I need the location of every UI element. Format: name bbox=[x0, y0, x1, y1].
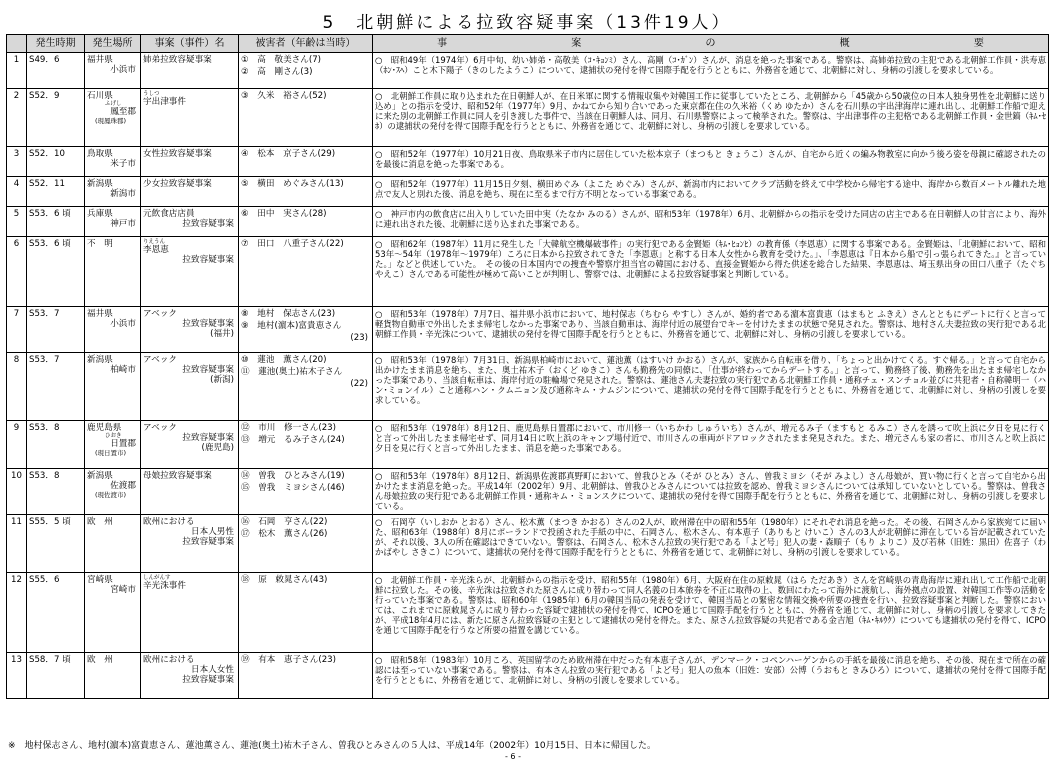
header-place: 発生場所 bbox=[85, 35, 141, 53]
place-city: 柏崎市 bbox=[110, 365, 136, 375]
case-summary: ○ 北朝鮮工作員に取り込まれた在日朝鮮人が、在日米軍に関する情報収集や対韓国工作に従事していたところ、北朝鮮から「45歳から50歳位の日本人独身男性を北朝鮮に送り込め」との指示を受け、昭和52年（1977年）9月、かねてから知り合いであった東京都在住の久米裕（くめ ゆたか）さんを石川県の宇出津海岸に連れ出し、北朝鮮工作船で迎えに来た別の北朝鮮工作員に同人を引き渡した事件で、当該在日朝鮮人は、同月、石川県警察によって検挙された。警察は、宇出津事件の主犯格である北朝鮮工作員・金世鎬（ｷﾑ･ｾﾎ）の逮捕状の発付を得て国際手配を行うとともに、外務省を通じて、北朝鮮に対し、身柄の引渡しを要求している。 bbox=[373, 89, 1049, 147]
row-number: 6 bbox=[7, 237, 27, 307]
occurrence-place bbox=[85, 207, 141, 237]
victim-name: ① 高 敬美さん(7) bbox=[241, 55, 322, 65]
place-note: (現佐渡市) bbox=[95, 491, 127, 499]
place-prefecture: 福井県 bbox=[87, 55, 113, 65]
case-summary: ○ 北朝鮮工作員・辛光洙らが、北朝鮮からの指示を受け、昭和55年（1980年）6月、大阪府在住の原敕晁（はら ただあき）さんを宮崎県の青島海岸に連れ出して工作船で北朝鮮に拉致した。その後、辛光洙は拉致された原さんに成り替わって同人名義の日本旅券を不正に取得の上、数回にわたって海外に渡航し、海外拠点の設置、対韓国工作等の活動を行っていた事案である。警察は、昭和60年（1985年）6月の韓国当局の発表を受けて、韓国当局との緊密な情報交換や所要の捜査を行い、拉致容疑事案と判断した。警察においては、これまでに原敕晁さんに成り替わった容疑で逮捕状の発付を得て、ICPOを通じて国際手配を行うとともに、外務省を通じて、北朝鮮に対し、身柄の引渡しを要求してきたが、平成18年4月には、新たに原さん拉致容疑の主犯として逮捕状の発付を得た。また、原さん拉致容疑の共犯者である金吉旭（ｷﾑ･ｷﾙｳｸ）についても逮捕状の発付を得て、ICPOを通じて国際手配を行うなど所要の措置を講じている。 bbox=[373, 573, 1049, 653]
row-number: 2 bbox=[7, 89, 27, 147]
case-name-line: 拉致容疑事案 bbox=[182, 219, 234, 229]
occurrence-date: S53．7 bbox=[27, 307, 85, 353]
place-prefecture: 新潟県 bbox=[87, 471, 113, 481]
case-name-line: 少女拉致容疑事案 bbox=[143, 179, 212, 189]
header-overview-char: の bbox=[705, 37, 716, 49]
place-city: 神戸市 bbox=[110, 219, 136, 229]
table-row bbox=[7, 237, 1049, 307]
header-case: 事案（事件）名 bbox=[141, 35, 239, 53]
occurrence-date: S55．5 頃 bbox=[27, 515, 85, 573]
header-overview bbox=[373, 35, 1049, 53]
case-name-line: アベック bbox=[143, 355, 178, 365]
occurrence-date: S55．6 bbox=[27, 573, 85, 653]
cases-table bbox=[6, 34, 1049, 699]
case-name-line: 拉致容疑事案 bbox=[182, 433, 234, 443]
victim-name: ⑤ 横田 めぐみさん(13) bbox=[241, 179, 344, 189]
case-name bbox=[141, 573, 239, 653]
occurrence-date: S53．8 bbox=[27, 469, 85, 515]
place-ruby: ひおき bbox=[105, 433, 122, 439]
victim-name: ⑰ 松木 薫さん(26) bbox=[241, 529, 328, 539]
victim-name: ③ 久米 裕さん(52) bbox=[241, 91, 327, 101]
table-row bbox=[7, 207, 1049, 237]
header-overview-char: 事 bbox=[437, 37, 448, 49]
case-name-line: 元飲食店店員 bbox=[143, 209, 195, 219]
victims bbox=[239, 353, 373, 421]
table-row bbox=[7, 353, 1049, 421]
occurrence-place bbox=[85, 237, 141, 307]
case-name-line: 欧州における bbox=[143, 655, 195, 665]
table-row bbox=[7, 53, 1049, 89]
row-number: 12 bbox=[7, 573, 27, 653]
table-row bbox=[7, 89, 1049, 147]
victim-name: ⑯ 石岡 亨さん(22) bbox=[241, 517, 328, 527]
table-row bbox=[7, 147, 1049, 177]
victims bbox=[239, 207, 373, 237]
row-number: 11 bbox=[7, 515, 27, 573]
case-name bbox=[141, 307, 239, 353]
case-summary: ○ 昭和49年（1974年）6月中旬、幼い姉弟・高敬美（ｺ･ｷｮﾝﾐ）さん、高剛（ｺ･ｶﾞﾝ）さんが、消息を絶った事案である。警察は、高姉弟拉致の主犯である北朝鮮工作員・洪寿恵（ﾎﾝ･ｽﾍ）こと木下陽子（きのしたようこ）について、逮捕状の発付を得て国際手配を行うとともに、外務省を通じて、北朝鮮に対し、身柄の引渡しを要求している。 bbox=[373, 53, 1049, 89]
header-overview-char: 概 bbox=[839, 37, 850, 49]
row-number: 7 bbox=[7, 307, 27, 353]
header-overview-char: 案 bbox=[571, 37, 582, 49]
place-city: 佐渡郡 bbox=[110, 481, 136, 491]
case-name-line: 辛光洙事件 bbox=[143, 581, 186, 591]
case-name-line: アベック bbox=[143, 309, 178, 319]
row-number: 9 bbox=[7, 421, 27, 469]
occurrence-place bbox=[85, 89, 141, 147]
table-row bbox=[7, 515, 1049, 573]
occurrence-date: S53．7 bbox=[27, 353, 85, 421]
case-name bbox=[141, 53, 239, 89]
occurrence-place bbox=[85, 573, 141, 653]
victim-name: ⑫ 市川 修一さん(23) bbox=[241, 423, 336, 433]
case-name bbox=[141, 207, 239, 237]
case-name-line: (鹿児島) bbox=[201, 443, 234, 453]
victims bbox=[239, 53, 373, 89]
row-number: 1 bbox=[7, 53, 27, 89]
case-name-line: (新潟) bbox=[210, 375, 234, 385]
place-prefecture: 鳥取県 bbox=[87, 149, 113, 159]
victim-name: (22) bbox=[350, 379, 368, 389]
occurrence-place bbox=[85, 177, 141, 207]
case-name bbox=[141, 469, 239, 515]
header-victim: 被害者（年齢は当時） bbox=[239, 35, 373, 53]
case-name-line: 女性拉致容疑事案 bbox=[143, 149, 212, 159]
row-number: 8 bbox=[7, 353, 27, 421]
occurrence-date: S58．7 頃 bbox=[27, 653, 85, 699]
footnote: ※ 地村保志さん、地村(濵本)富貴恵さん、蓮池薫さん、蓮池(奥土)祐木子さん、曽我ひとみさんの５人は、平成14年（2002年）10月15日、日本に帰国した。 bbox=[8, 741, 657, 751]
victim-name: ② 高 剛さん(3) bbox=[241, 67, 313, 77]
row-number: 4 bbox=[7, 177, 27, 207]
place-prefecture: 宮崎県 bbox=[87, 575, 113, 585]
victim-name: ⑱ 原 敕晁さん(43) bbox=[241, 575, 328, 585]
case-name-line: 日本人女性 bbox=[191, 665, 234, 675]
place-city: 小浜市 bbox=[110, 319, 136, 329]
case-name-line: アベック bbox=[143, 423, 178, 433]
place-prefecture: 福井県 bbox=[87, 309, 113, 319]
table-row bbox=[7, 177, 1049, 207]
occurrence-place bbox=[85, 53, 141, 89]
header-row bbox=[7, 35, 1049, 53]
table-row bbox=[7, 573, 1049, 653]
victim-name: ⑭ 曽我 ひとみさん(19) bbox=[241, 471, 345, 481]
case-name-line: 李恩恵 bbox=[143, 245, 169, 255]
header-no bbox=[7, 35, 27, 53]
victims bbox=[239, 89, 373, 147]
occurrence-date: S52．9 bbox=[27, 89, 85, 147]
occurrence-date: S53．6 頃 bbox=[27, 207, 85, 237]
occurrence-date: S53．8 bbox=[27, 421, 85, 469]
place-city: 宮崎市 bbox=[110, 585, 136, 595]
case-name bbox=[141, 147, 239, 177]
case-summary: ○ 神戸市内の飲食店に出入りしていた田中実（たなか みのる）さんが、昭和53年（1978年）6月、北朝鮮からの指示を受けた同店の店主である在日朝鮮人の甘言により、海外に連れ出された後、北朝鮮に送り込まれた事案である。 bbox=[373, 207, 1049, 237]
occurrence-place bbox=[85, 515, 141, 573]
place-prefecture: 新潟県 bbox=[87, 179, 113, 189]
table-row bbox=[7, 421, 1049, 469]
occurrence-date: S53．6 頃 bbox=[27, 237, 85, 307]
occurrence-place bbox=[85, 653, 141, 699]
victim-name: ⑬ 増元 るみ子さん(24) bbox=[241, 435, 345, 445]
table-row bbox=[7, 307, 1049, 353]
victims bbox=[239, 147, 373, 177]
place-city: 鳳至郡 bbox=[110, 107, 136, 117]
page-title: 5 北朝鮮による拉致容疑事案（13件19人） bbox=[322, 13, 732, 33]
case-name bbox=[141, 237, 239, 307]
case-name-line: 欧州における bbox=[143, 517, 195, 527]
case-name-line: 拉致容疑事案 bbox=[182, 675, 234, 685]
case-summary: ○ 昭和53年（1978年）7月31日、新潟県柏崎市において、蓮池薫（はすいけ かおる）さんが、家族から自転車を借り、「ちょっと出かけてくる。すぐ帰る。」と言って自宅から出かけたまま消息を絶ち、また、奥土祐木子（おくど ゆきこ）さんも勤務先の同僚に、「仕事が終わってからデートする。」と言って、勤務終了後、勤務先を出たまま帰宅しなかった事案であり、当該自転車は、海岸付近の駐輪場で発見された。警察は、蓮池さん夫妻拉致の実行犯である北朝鮮工作員・通称チェ・スンチョル並びに共犯者・自称韓明一（ハン･ミョンイル）こと通称ハン・クムニョン及び通称キム・ナムジンについて、逮捕状の発付を得て国際手配を行うとともに、外務省を通じて、北朝鮮に対し、身柄の引渡しを要求している。 bbox=[373, 353, 1049, 421]
case-summary: ○ 昭和52年（1977年）10月21日夜、鳥取県米子市内に居住していた松本京子（まつもと きょうこ）さんが、自宅から近くの編み物教室に向かう後ろ姿を母親に確認されたのを最後に消息を絶った事案である。 bbox=[373, 147, 1049, 177]
case-name bbox=[141, 89, 239, 147]
occurrence-place bbox=[85, 353, 141, 421]
place-prefecture: 新潟県 bbox=[87, 355, 113, 365]
victim-name: ⑮ 曽我 ミヨシさん(46) bbox=[241, 483, 345, 493]
victim-name: ⑥ 田中 実さん(28) bbox=[241, 209, 327, 219]
table-row bbox=[7, 469, 1049, 515]
place-prefecture: 欧 州 bbox=[87, 655, 113, 665]
page-number: - 6 - bbox=[505, 752, 521, 761]
case-name-line: 拉致容疑事案 bbox=[182, 319, 234, 329]
victim-name: ⑧ 地村 保志さん(23) bbox=[241, 309, 336, 319]
case-ruby: うしつ bbox=[143, 91, 160, 97]
victim-name: ⑨ 地村(濵本)富貴恵さん bbox=[241, 321, 342, 331]
case-name-line: 日本人男性 bbox=[191, 527, 234, 537]
victim-name: ⑦ 田口 八重子さん(22) bbox=[241, 239, 344, 249]
case-name bbox=[141, 653, 239, 699]
place-prefecture: 不 明 bbox=[87, 239, 113, 249]
victims bbox=[239, 515, 373, 573]
victims bbox=[239, 653, 373, 699]
victim-name: ⑩ 蓮池 薫さん(20) bbox=[241, 355, 327, 365]
case-summary: ○ 昭和53年（1978年）8月12日、鹿児島県日置郡において、市川修一（いちかわ しゅういち）さんが、増元るみ子（ますもと るみこ）さんを誘って吹上浜に夕日を見に行くと言って外出したまま帰宅せず、同月14日に吹上浜のキャンプ場付近で、市川さんの車両がドアロックされたまま発見された。また、増元さんも家の者に、市川さんと吹上浜に夕日を見に行くと言って外出したまま、消息を絶った事案である。 bbox=[373, 421, 1049, 469]
place-prefecture: 欧 州 bbox=[87, 517, 113, 527]
place-city: 小浜市 bbox=[110, 65, 136, 75]
case-name bbox=[141, 177, 239, 207]
case-name-line: 拉致容疑事案 bbox=[182, 255, 234, 265]
place-city: 新潟市 bbox=[110, 189, 136, 199]
victim-name: ④ 松本 京子さん(29) bbox=[241, 149, 336, 159]
case-name-line: 姉弟拉致容疑事案 bbox=[143, 55, 212, 65]
victims bbox=[239, 421, 373, 469]
victim-name: ⑲ 有本 恵子さん(23) bbox=[241, 655, 336, 665]
victims bbox=[239, 573, 373, 653]
case-name bbox=[141, 515, 239, 573]
table-row bbox=[7, 653, 1049, 699]
case-summary: ○ 昭和62年（1987年）11月に発生した「大韓航空機爆破事件」の実行犯である金賢姫（ｷﾑ･ﾋｮﾝﾋ）の教育係（李恩恵）に関する事案である。金賢姫は、「北朝鮮において、昭和53年～54年（1978年～1979年）ころに日本から拉致されてきた「李恩恵」と称する日本人女性から教育を受けた。」、「李恩恵は『日本から船で引っ張られてきた。』と言っていた。」などと供述していた。 その後の日本国内での捜査や警察庁担当官の韓国における、直接金賢姫から得た供述を総合した結果、李恩恵は、埼玉県出身の田口八重子（たぐち やえこ）さんである可能性が極めて高いことが判明し、警察では、北朝鮮による拉致容疑事案と判断している。 bbox=[373, 237, 1049, 307]
case-name-line: 宇出津事件 bbox=[143, 97, 186, 107]
case-name-line: 母娘拉致容疑事案 bbox=[143, 471, 212, 481]
place-city: 日置郡 bbox=[110, 439, 136, 449]
case-ruby: しんがんす bbox=[143, 575, 171, 581]
occurrence-place bbox=[85, 147, 141, 177]
case-ruby: りえうん bbox=[143, 239, 166, 245]
victims bbox=[239, 177, 373, 207]
case-summary: ○ 昭和53年（1978年）8月12日、新潟県佐渡郡真野町において、曽我ひとみ（そが ひとみ）さん、曽我ミヨシ（そが みよし）さん母娘が、買い物に行くと言って自宅から出かけたまま消息を絶った。平成14年（2002年）9月、北朝鮮は、曽我ひとみさんについては拉致を認め、曽我ミヨシさんについては承知していないとしている。警察は、曽我さん母娘拉致の実行犯である北朝鮮工作員・通称キム・ミョンスクについて、逮捕状の発付を得て国際手配を行うとともに、外務省を通じて、北朝鮮に対し、身柄の引渡しを要求している。 bbox=[373, 469, 1049, 515]
row-number: 5 bbox=[7, 207, 27, 237]
occurrence-date: S52．10 bbox=[27, 147, 85, 177]
place-city: 米子市 bbox=[110, 159, 136, 169]
place-ruby: ふげし bbox=[105, 101, 122, 107]
case-name bbox=[141, 353, 239, 421]
place-prefecture: 鹿児島県 bbox=[87, 423, 122, 433]
victims bbox=[239, 307, 373, 353]
victim-name: (23) bbox=[350, 333, 368, 343]
row-number: 3 bbox=[7, 147, 27, 177]
case-name bbox=[141, 421, 239, 469]
place-note: (現日置市) bbox=[95, 449, 127, 457]
case-summary: ○ 昭和58年（1983年）10月ころ、英国留学のため欧州滞在中だった有本恵子さんが、デンマーク・コペンハーゲンからの手紙を最後に消息を絶ち、その後、現在まで所在の確認には至っていない事案である。警察は、有本さん拉致の実行犯である「よど号」犯人の魚本（旧姓：安部）公博（うおもと きみひろ）について、逮捕状の発付を得て国際手配を行うとともに、外務省を通じて、北朝鮮に対し、身柄の引渡しを要求している。 bbox=[373, 653, 1049, 699]
victims bbox=[239, 469, 373, 515]
victim-name: ⑪ 蓮池(奥土)祐木子さん bbox=[241, 367, 343, 377]
place-prefecture: 兵庫県 bbox=[87, 209, 113, 219]
occurrence-place bbox=[85, 469, 141, 515]
occurrence-date: S49．6 bbox=[27, 53, 85, 89]
occurrence-place bbox=[85, 307, 141, 353]
occurrence-date: S52．11 bbox=[27, 177, 85, 207]
occurrence-place bbox=[85, 421, 141, 469]
header-date: 発生時期 bbox=[27, 35, 85, 53]
case-name-line: 拉致容疑事案 bbox=[182, 365, 234, 375]
place-prefecture: 石川県 bbox=[87, 91, 113, 101]
victims bbox=[239, 237, 373, 307]
case-name-line: 拉致容疑事案 bbox=[182, 537, 234, 547]
row-number: 10 bbox=[7, 469, 27, 515]
case-summary: ○ 昭和52年（1977年）11月15日夕刻、横田めぐみ（よこた めぐみ）さんが、新潟市内においてクラブ活動を終えて中学校から帰宅する途中、海岸から数百メートル離れた地点で友人と別れた後、消息を絶ち、現在に至るまで行方不明となっている事案である。 bbox=[373, 177, 1049, 207]
case-summary: ○ 昭和53年（1978年）7月7日、福井県小浜市において、地村保志（ちむら やすし）さんが、婚約者である濵本富貴恵（はまもと ふきえ）さんとともにデートに行くと言って軽貨物自動車で外出したまま帰宅しなかった事案であり、当該自動車は、海岸付近の展望台でキーを付けたままの状態で発見された。警察は、地村さん夫妻拉致の実行犯である北朝鮮工作員・辛光洙について、逮捕状の発付を得て国際手配を行うとともに、外務省を通じて、北朝鮮に対し、身柄の引渡しを要求している。 bbox=[373, 307, 1049, 353]
row-number: 13 bbox=[7, 653, 27, 699]
case-summary: ○ 石岡亨（いしおか とおる）さん、松木薫（まつき かおる）さんの2人が、欧州滞在中の昭和55年（1980年）にそれぞれ消息を絶った。その後、石岡さんから家族宛てに届いた、昭和63年（1988年）8月にポーランドで投函された手紙の中に、石岡さん、松木さん、有本恵子（ありもと けいこ）さんの3人が北朝鮮に滞在している旨が記載されていたが、それ以後、3人の所在確認はできていない。警察は、石岡さん、松木さん拉致の実行犯である「よど号」犯人の妻・森順子（もり よりこ）及び若林（旧姓：黒田）佐喜子（わかばやし さきこ）について、逮捕状の発付を得て国際手配を行うとともに、外務省を通じて、北朝鮮に対し、身柄の引渡しを要求している。 bbox=[373, 515, 1049, 573]
header-overview-char: 要 bbox=[973, 37, 984, 49]
case-name-line: (福井) bbox=[210, 329, 234, 339]
place-note: (現鳳珠郡) bbox=[95, 117, 127, 125]
